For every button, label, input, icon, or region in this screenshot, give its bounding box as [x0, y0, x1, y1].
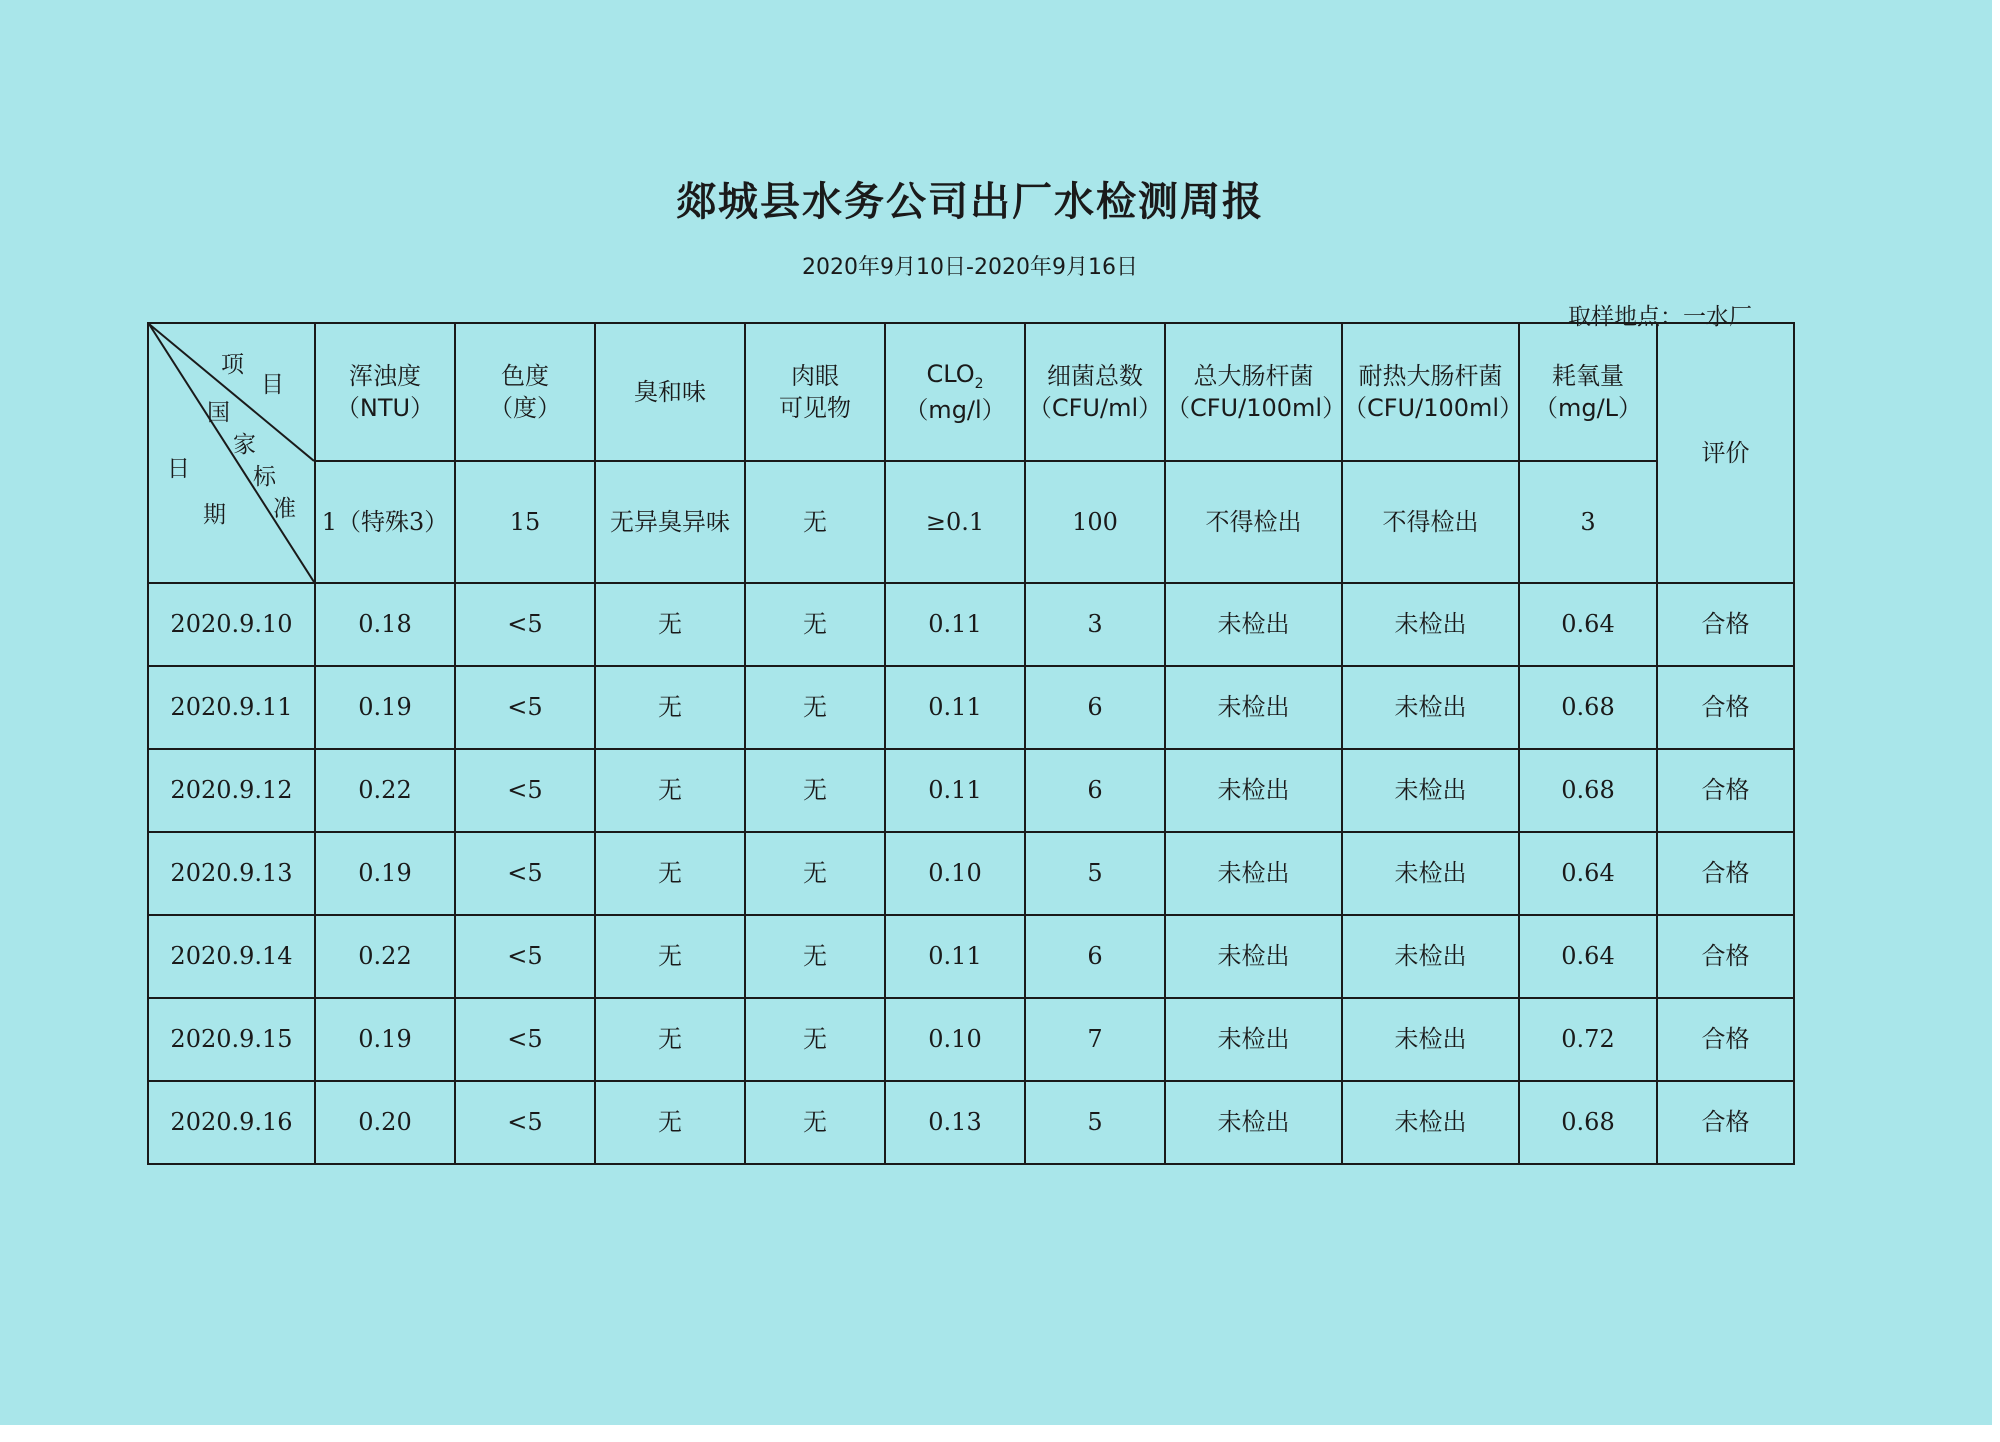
table-cell: 0.10: [885, 832, 1025, 915]
table-cell: 0.22: [315, 915, 455, 998]
table-cell: 0.19: [315, 666, 455, 749]
table-cell: <5: [455, 915, 595, 998]
table-cell: 合格: [1657, 666, 1794, 749]
column-header-turbidity: 浑浊度 （NTU）: [315, 323, 455, 461]
column-header-odor: 臭和味: [595, 323, 745, 461]
table-cell: 0.10: [885, 998, 1025, 1081]
standard-visible-matter: 无: [745, 461, 885, 583]
table-cell: 0.68: [1519, 666, 1657, 749]
table-cell: 未检出: [1165, 998, 1342, 1081]
table-cell: 无: [595, 666, 745, 749]
header-row-standards: [148, 461, 1794, 583]
table-cell: 3: [1025, 583, 1165, 666]
table-cell: 5: [1025, 832, 1165, 915]
row-date-cell: 2020.9.15: [148, 998, 315, 1081]
table-cell: <5: [455, 998, 595, 1081]
table-cell: 6: [1025, 749, 1165, 832]
table-cell: 合格: [1657, 583, 1794, 666]
row-date-cell: 2020.9.10: [148, 583, 315, 666]
table-cell: 0.18: [315, 583, 455, 666]
corner-standard-char: 准: [273, 496, 296, 522]
table-cell: 0.11: [885, 915, 1025, 998]
table-cell: 未检出: [1165, 915, 1342, 998]
table-cell: 0.68: [1519, 1081, 1657, 1164]
table-cell: 无: [745, 832, 885, 915]
table-cell: 无: [595, 832, 745, 915]
sampling-location: 取样地点：一水厂: [1568, 304, 1752, 330]
table-cell: <5: [455, 583, 595, 666]
table-cell: 7: [1025, 998, 1165, 1081]
column-header-color: 色度 （度）: [455, 323, 595, 461]
table-cell: 合格: [1657, 998, 1794, 1081]
table-cell: 0.11: [885, 749, 1025, 832]
table-cell: 无: [595, 998, 745, 1081]
table-cell: 0.64: [1519, 583, 1657, 666]
table-row: [148, 998, 1794, 1081]
table-cell: 无: [595, 583, 745, 666]
table-cell: 未检出: [1342, 1081, 1519, 1164]
table-cell: 未检出: [1342, 915, 1519, 998]
corner-standard-char: 国: [207, 400, 230, 426]
standard-turbidity: 1（特殊3）: [315, 461, 455, 583]
table-cell: 0.22: [315, 749, 455, 832]
standard-thermo-coliform: 不得检出: [1342, 461, 1519, 583]
column-header-thermo-coliform: 耐热大肠杆菌 （CFU/100ml）: [1342, 323, 1519, 461]
row-date-cell: 2020.9.12: [148, 749, 315, 832]
table-cell: 0.68: [1519, 749, 1657, 832]
table-cell: 无: [595, 749, 745, 832]
column-header-total-coliform: 总大肠杆菌 （CFU/100ml）: [1165, 323, 1342, 461]
column-header-evaluation: 评价: [1657, 323, 1794, 583]
table-cell: 未检出: [1342, 998, 1519, 1081]
table-cell: 无: [745, 915, 885, 998]
table-cell: 未检出: [1165, 583, 1342, 666]
column-header-visible-matter: 肉眼 可见物: [745, 323, 885, 461]
table-cell: 0.20: [315, 1081, 455, 1164]
table-cell: <5: [455, 749, 595, 832]
header-row-names: [148, 323, 1794, 461]
standard-oxygen-consumption: 3: [1519, 461, 1657, 583]
table-row: [148, 749, 1794, 832]
table-cell: 未检出: [1342, 749, 1519, 832]
table-cell: <5: [455, 1081, 595, 1164]
column-header-bacteria: 细菌总数 （CFU/ml）: [1025, 323, 1165, 461]
table-cell: 0.64: [1519, 832, 1657, 915]
water-quality-table: [147, 322, 1795, 1165]
column-header-clo2: $CLO_2$ （mg/l）: [885, 323, 1025, 461]
table-cell: <5: [455, 832, 595, 915]
standard-color: 15: [455, 461, 595, 583]
table-cell: 5: [1025, 1081, 1165, 1164]
report-date-range: 2020年9月10日-2020年9月16日: [802, 255, 1138, 280]
table-cell: <5: [455, 666, 595, 749]
corner-date-char: 日: [167, 456, 190, 482]
standard-clo2: ≥0.1: [885, 461, 1025, 583]
table-data-body: [148, 583, 1794, 1164]
table-cell: 未检出: [1165, 666, 1342, 749]
table-row: [148, 1081, 1794, 1164]
table-cell: 未检出: [1342, 583, 1519, 666]
table-cell: 合格: [1657, 749, 1794, 832]
standard-total-coliform: 不得检出: [1165, 461, 1342, 583]
table-cell: 未检出: [1165, 1081, 1342, 1164]
column-header-oxygen-consumption: 耗氧量 （mg/L）: [1519, 323, 1657, 461]
row-date-cell: 2020.9.16: [148, 1081, 315, 1164]
table-cell: 0.19: [315, 832, 455, 915]
row-date-cell: 2020.9.14: [148, 915, 315, 998]
table-cell: 0.11: [885, 583, 1025, 666]
table-cell: 0.19: [315, 998, 455, 1081]
table-cell: 无: [745, 583, 885, 666]
row-date-cell: 2020.9.13: [148, 832, 315, 915]
table-cell: 无: [745, 749, 885, 832]
corner-item-char: 项: [221, 352, 244, 378]
table-row: [148, 832, 1794, 915]
table-row: [148, 583, 1794, 666]
corner-standard-char: 标: [253, 464, 276, 490]
table-cell: 无: [745, 998, 885, 1081]
corner-item-char: 目: [261, 372, 284, 398]
table-cell: 6: [1025, 915, 1165, 998]
report-title: 郯城县水务公司出厂水检测周报: [676, 179, 1264, 225]
table-row: [148, 666, 1794, 749]
table-cell: 0.11: [885, 666, 1025, 749]
table-cell: 0.64: [1519, 915, 1657, 998]
table-cell: 无: [745, 666, 885, 749]
table-cell: 未检出: [1342, 666, 1519, 749]
corner-date-char: 期: [203, 502, 226, 528]
table-row: [148, 915, 1794, 998]
table-cell: 合格: [1657, 832, 1794, 915]
table-cell: 无: [595, 915, 745, 998]
table-cell: 6: [1025, 666, 1165, 749]
table-cell: 无: [595, 1081, 745, 1164]
table-cell: 合格: [1657, 1081, 1794, 1164]
corner-diagonal-cell: [148, 323, 315, 583]
table-cell: 合格: [1657, 915, 1794, 998]
table-cell: 0.13: [885, 1081, 1025, 1164]
table-cell: 未检出: [1165, 749, 1342, 832]
table-cell: 未检出: [1342, 832, 1519, 915]
row-date-cell: 2020.9.11: [148, 666, 315, 749]
standard-odor: 无异臭异味: [595, 461, 745, 583]
standard-bacteria: 100: [1025, 461, 1165, 583]
table-cell: 无: [745, 1081, 885, 1164]
table-cell: 0.72: [1519, 998, 1657, 1081]
table-cell: 未检出: [1165, 832, 1342, 915]
corner-standard-char: 家: [233, 432, 256, 458]
